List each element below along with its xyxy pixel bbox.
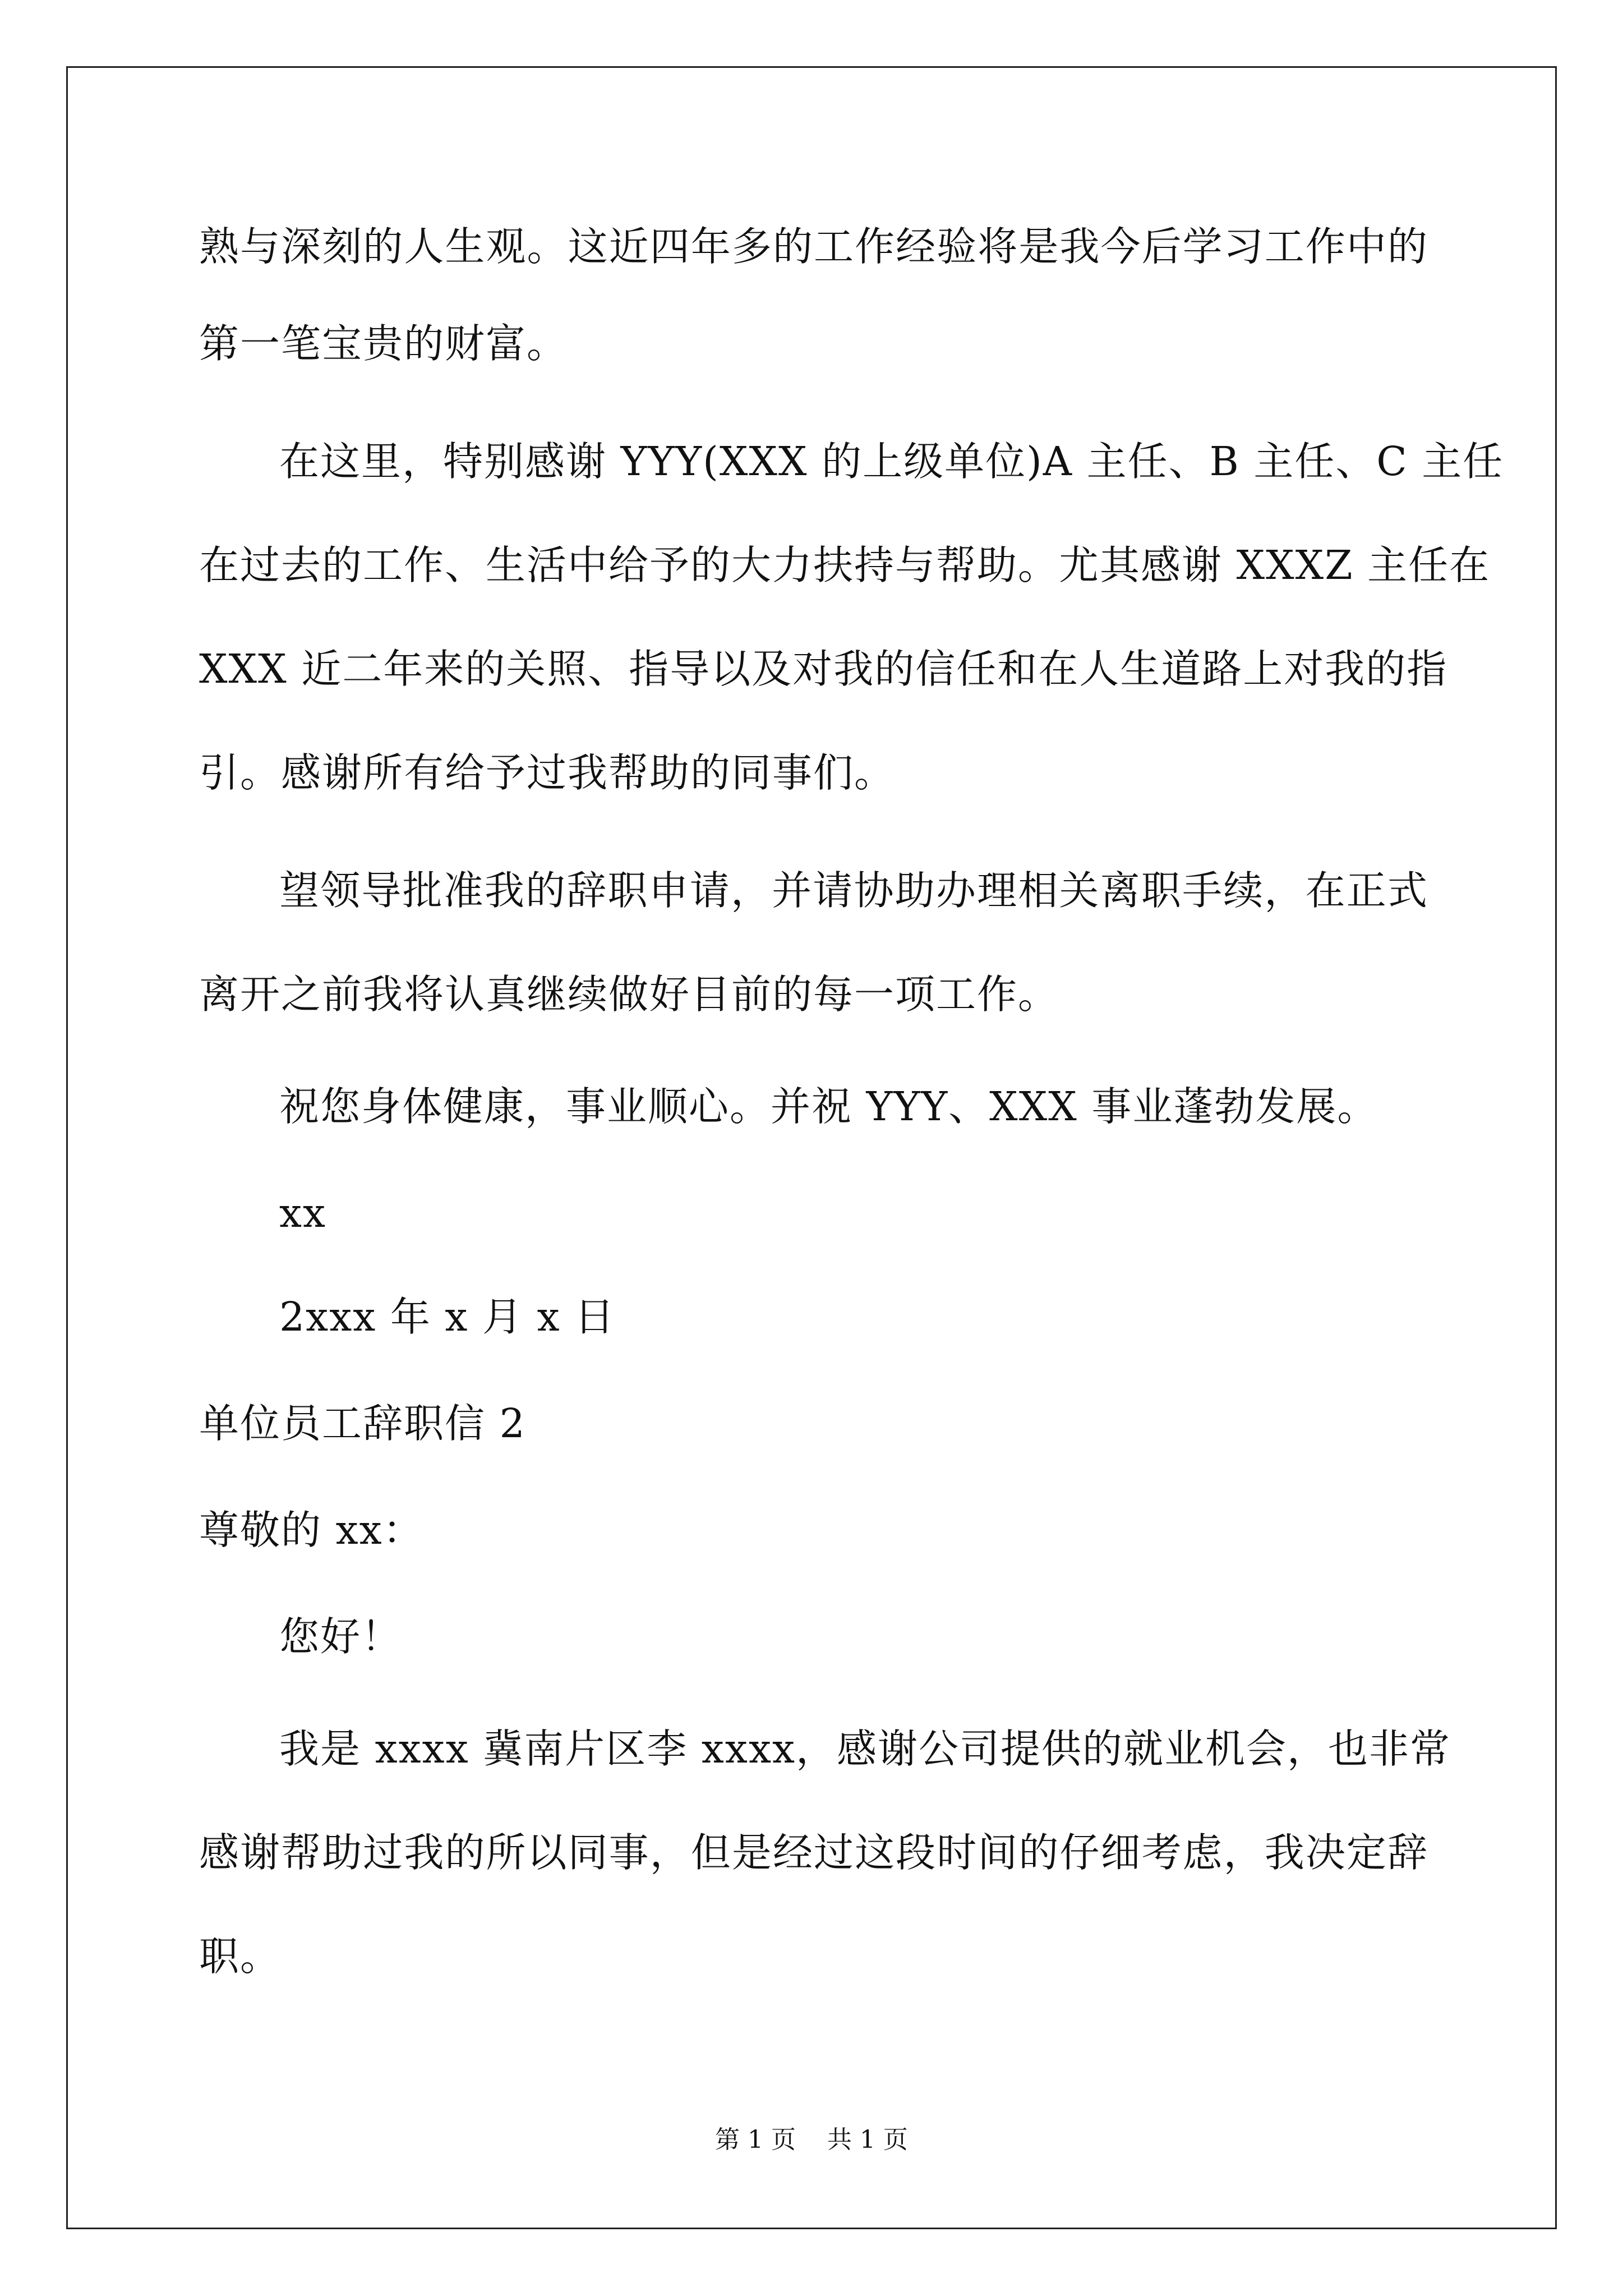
body-text-line: 第一笔宝贵的财富。 bbox=[199, 320, 568, 367]
body-text-line: 职。 bbox=[199, 1933, 282, 1980]
section-title: 单位员工辞职信 2 bbox=[199, 1400, 526, 1447]
body-text-line: 引。感谢所有给予过我帮助的同事们。 bbox=[199, 749, 896, 796]
body-text-line: 离开之前我将认真继续做好目前的每一项工作。 bbox=[199, 971, 1059, 1018]
page-footer: 第 1 页 共 1 页 bbox=[715, 2125, 908, 2154]
salutation: 尊敬的 xx： bbox=[199, 1507, 424, 1553]
body-text-line: 在这里，特别感谢 YYY(XXX 的上级单位)A 主任、B 主任、C 主任 bbox=[279, 438, 1504, 485]
greeting: 您好！ bbox=[279, 1613, 403, 1660]
page-border bbox=[66, 66, 1557, 2229]
body-text-line: 望领导批准我的辞职申请，并请协助办理相关离职手续，在正式 bbox=[279, 867, 1428, 914]
body-text-line: 感谢帮助过我的所以同事，但是经过这段时间的仔细考虑，我决定辞 bbox=[199, 1829, 1428, 1876]
signature-name: xx bbox=[279, 1190, 327, 1236]
body-text-line: 熟与深刻的人生观。这近四年多的工作经验将是我今后学习工作中的 bbox=[199, 223, 1428, 270]
body-text-line: XXX 近二年来的关照、指导以及对我的信任和在人生道路上对我的指 bbox=[199, 646, 1448, 692]
signature-date: 2xxx 年 x 月 x 日 bbox=[279, 1294, 616, 1340]
body-text-line: 祝您身体健康，事业顺心。并祝 YYY、XXX 事业蓬勃发展。 bbox=[279, 1083, 1378, 1130]
body-text-line: 我是 xxxx 冀南片区李 xxxx，感谢公司提供的就业机会，也非常 bbox=[279, 1726, 1451, 1772]
body-text-line: 在过去的工作、生活中给予的大力扶持与帮助。尤其感谢 XXXZ 主任在 bbox=[199, 542, 1491, 588]
